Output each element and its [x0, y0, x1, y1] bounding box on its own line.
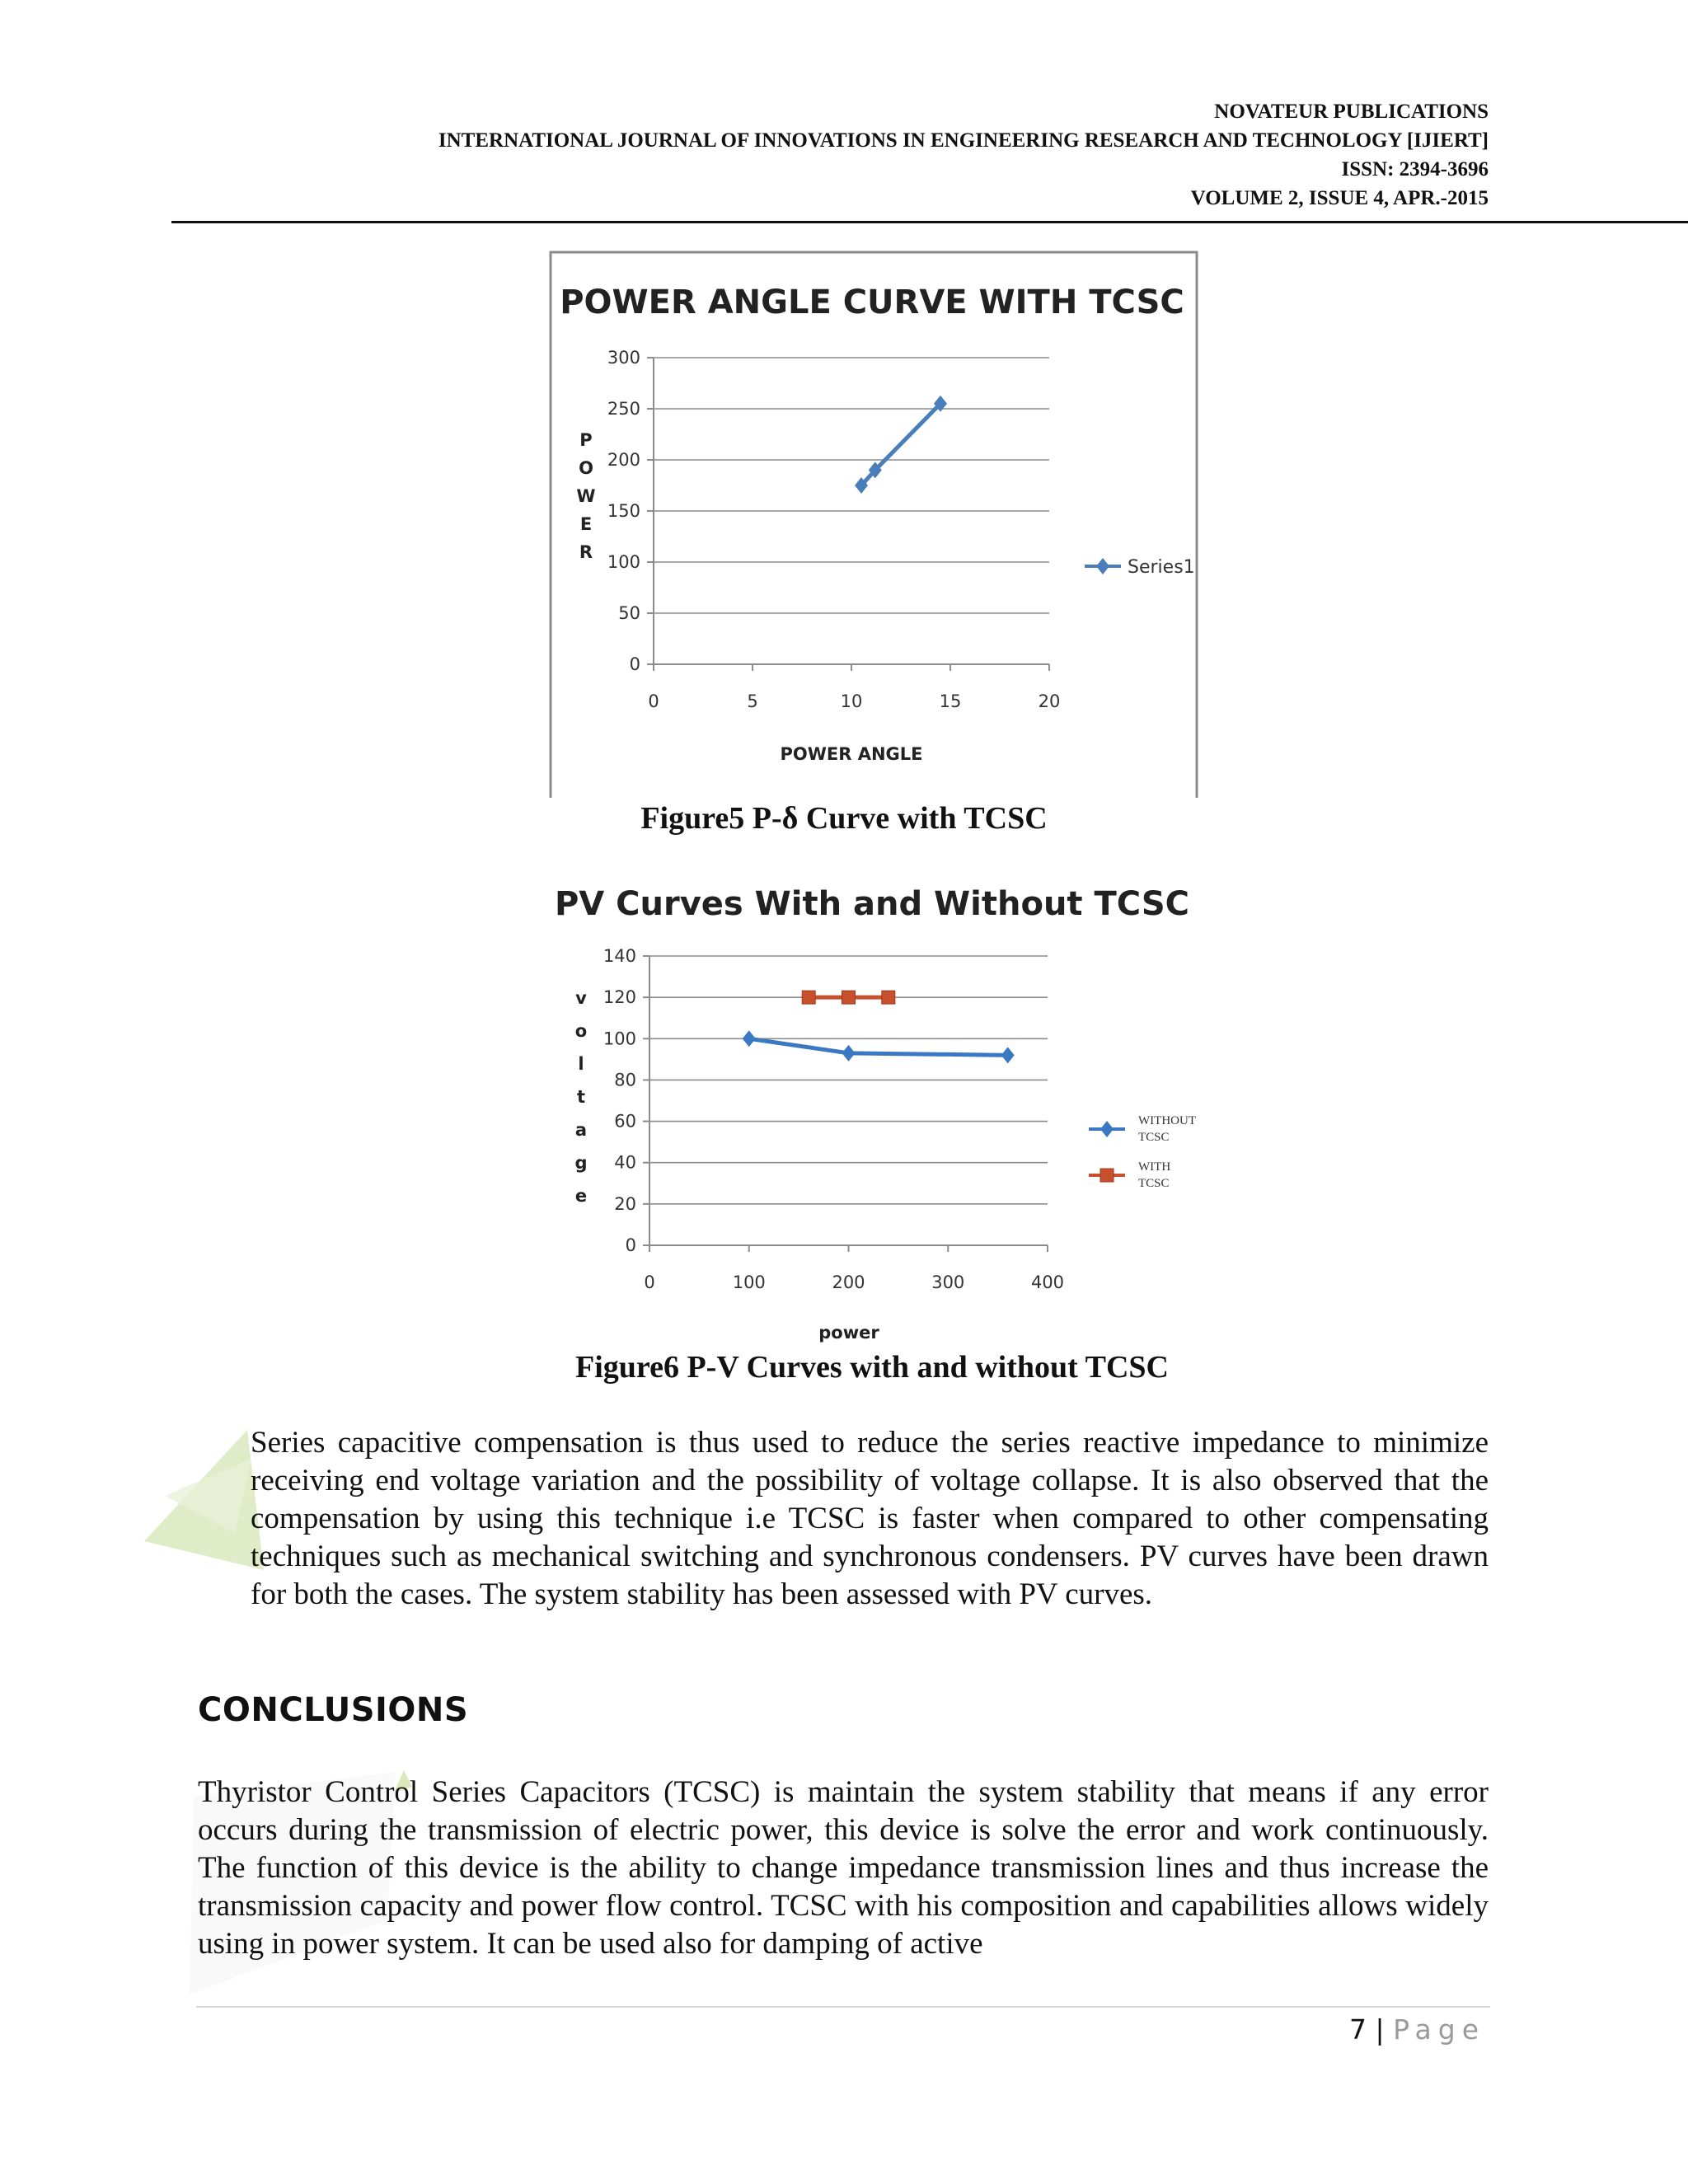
- x-tick-label: 0: [648, 691, 659, 711]
- chart-title: POWER ANGLE CURVE WITH TCSC: [560, 284, 1184, 321]
- y-tick-label: 250: [607, 399, 640, 419]
- data-point: [842, 991, 856, 1004]
- y-tick-label: 100: [603, 1029, 636, 1049]
- legend-marker: [1100, 1121, 1114, 1137]
- y-axis-label-letter: e: [574, 1186, 588, 1206]
- legend-marker: [1100, 1169, 1114, 1182]
- series-line: [749, 1038, 1008, 1055]
- legend-label: WITH: [1138, 1160, 1171, 1174]
- y-axis-label-letter: o: [574, 1021, 588, 1041]
- figure6-caption: Figure6 P-V Curves with and without TCSC: [575, 1350, 1169, 1385]
- y-tick-label: 200: [607, 450, 640, 470]
- issn-line: ISSN: 2394-3696: [1341, 158, 1489, 180]
- x-tick-label: 15: [939, 691, 962, 711]
- y-tick-label: 0: [625, 1235, 636, 1255]
- data-point: [1001, 1047, 1015, 1063]
- page-word: Page: [1393, 2013, 1485, 2046]
- page-number: 7: [1348, 2013, 1367, 2046]
- conclusions-paragraph: Thyristor Control Series Capacitors (TCSC) is maintain the system stability that means if any error occurs during the transmission of electric power, this device is solve the error and work continuously. The function of this device is the ability to change impedance transmission lines and thus increase the transmission capacity and power flow control. TCSC with his composition and capabilities allows widely using in power system. It can be used also for damping of active: [198, 1775, 1489, 1961]
- y-axis-label-letter: O: [579, 458, 593, 478]
- x-tick-label: 5: [747, 691, 758, 711]
- footer-separator: |: [1375, 2013, 1385, 2046]
- y-tick-label: 120: [603, 987, 636, 1008]
- x-tick-label: 200: [832, 1272, 865, 1292]
- x-axis-label: power: [818, 1323, 879, 1343]
- y-tick-label: 140: [603, 946, 636, 966]
- data-point: [842, 1045, 856, 1062]
- section-heading: CONCLUSIONS: [198, 1691, 469, 1729]
- legend-label: WITHOUT: [1138, 1114, 1196, 1127]
- y-axis-label-letter: a: [574, 1120, 588, 1140]
- y-tick-label: 80: [614, 1070, 636, 1090]
- y-axis-label-letter: R: [579, 542, 593, 562]
- data-point: [802, 991, 815, 1004]
- chart-title: PV Curves With and Without TCSC: [554, 885, 1190, 923]
- y-axis-label-letter: v: [575, 988, 587, 1008]
- x-axis-label: POWER ANGLE: [780, 744, 923, 764]
- y-axis-label-letter: g: [574, 1153, 588, 1173]
- y-tick-label: 300: [607, 348, 640, 368]
- page-footer: [1349, 2011, 1485, 2049]
- data-point: [743, 1030, 756, 1047]
- y-tick-label: 50: [618, 603, 640, 623]
- x-tick-label: 100: [732, 1272, 766, 1292]
- y-tick-label: 40: [614, 1152, 636, 1173]
- body-paragraph: Series capacitive compensation is thus used to reduce the series reactive impedance to minimize receiving end voltage variation and the possibility of voltage collapse. It is also observed that the compensation by using this technique i.e TCSC is faster when compared to other compensating techniques such as mechanical switching and synchronous condensers. PV curves have been drawn for both the cases. The system stability has been assessed with PV curves.: [251, 1426, 1489, 1611]
- x-tick-label: 300: [931, 1272, 965, 1292]
- x-tick-label: 0: [644, 1272, 655, 1292]
- y-axis-label-letter: t: [576, 1087, 586, 1107]
- y-axis-label-letter: E: [579, 514, 593, 534]
- footer-rule: [196, 2006, 1490, 2008]
- y-tick-label: 0: [629, 654, 640, 674]
- y-tick-label: 20: [614, 1193, 636, 1214]
- y-tick-label: 100: [607, 552, 640, 572]
- y-axis-label-letter: P: [579, 430, 593, 450]
- y-axis-label-letter: l: [578, 1054, 584, 1074]
- legend-label: TCSC: [1138, 1131, 1170, 1144]
- data-point: [882, 991, 895, 1004]
- y-tick-label: 60: [614, 1111, 636, 1132]
- journal-title-line: INTERNATIONAL JOURNAL OF INNOVATIONS IN ENGINEERING RESEARCH AND TECHNOLOGY [IJIERT]: [438, 129, 1489, 152]
- volume-line: VOLUME 2, ISSUE 4, APR.-2015: [1190, 187, 1489, 209]
- publisher-line: NOVATEUR PUBLICATIONS: [1214, 101, 1489, 123]
- y-axis-label-letter: W: [576, 486, 596, 506]
- y-tick-label: 150: [607, 501, 640, 521]
- x-tick-label: 20: [1038, 691, 1061, 711]
- x-tick-label: 400: [1030, 1272, 1065, 1292]
- legend-label: TCSC: [1138, 1177, 1170, 1190]
- legend-label: Series1: [1128, 557, 1195, 578]
- figure5-caption: Figure5 P-δ Curve with TCSC: [640, 801, 1048, 836]
- x-tick-label: 10: [840, 691, 863, 711]
